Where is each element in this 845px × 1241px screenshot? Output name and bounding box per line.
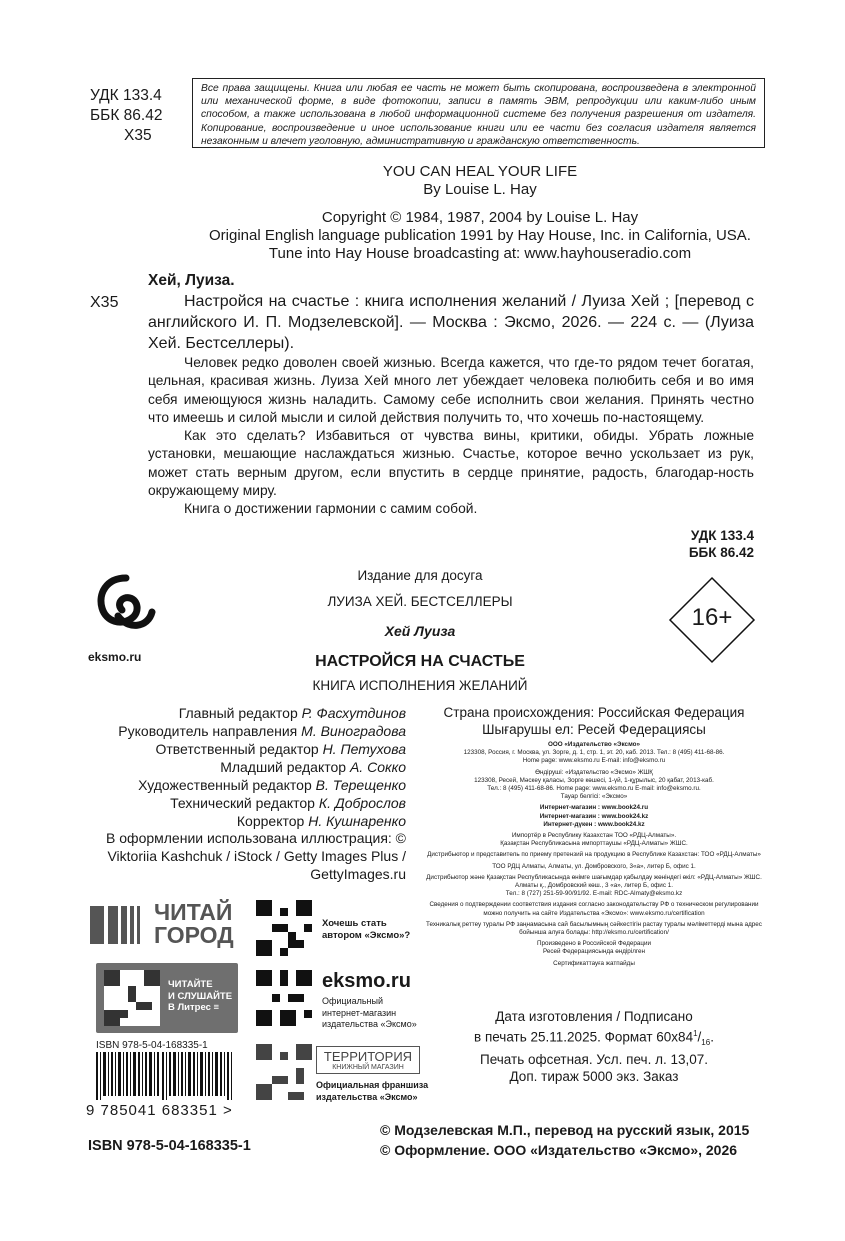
original-byline: By Louise L. Hay [423,181,537,198]
series-name: ЛУИЗА ХЕЙ. БЕСТСЕЛЛЕРЫ [327,594,513,609]
chitai-gorod-logo-icon [90,902,146,946]
udk-left-block [90,86,162,146]
rights-notice-text: Все права защищены. Книга или любая ее часть не может быть скопирована, воспроизведена в электронной или механической форме, в виде фотокопии, записи в память ЭВМ, репродукции или каким-либо иным способом, а также использована в любой информационной системе без получения разрешения от издателя. Копирование, воспроизведение и иное использование книги или ее части без согласия издателя является незаконным и влечет уголовную, административную и гражданскую ответственность. [201,83,756,147]
fine-print-line: Интернет-магазин : www.book24.kz [539,812,649,820]
book-title: НАСТРОЙСЯ НА СЧАСТЬЕ [315,653,525,670]
print-info-line: в печать 25.11.2025. Формат $60х84^1/_{16}$. [474,1029,714,1048]
fine-print-line: Ресей Федерациясында өндірілген [542,948,646,956]
fine-print-line: Home page: www.eksmo.ru E-mail: info@eksmo.ru [522,757,666,765]
fine-print-line: ООО «Издательство «Эксмо» [547,741,640,748]
fine-print-line: Техникалық реттеу туралы РФ заңнамасына сай басылымның сәйкестігін растау туралы мәліметтерді мына адрес бойынша алуға болады: http://eksmo.ru/certification/ [426,920,762,937]
fine-print-line: Дистрибьютор және Қазақстан Республикасында өнімге шағымдар қабылдау жөніндегі өкіл: «РДЦ-Алматы» ЖШС. [426,873,762,881]
original-title: YOU CAN HEAL YOUR LIFE [382,163,578,180]
fine-print-line: Тел.: 8 (495) 411-68-86. Home page: www.eksmo.ru E-mail: info@eksmo.ru. [487,785,701,793]
editor-role: Корректор [236,813,305,829]
editor-line [90,740,406,758]
fine-print-line: Интернет-магазин : www.book24.ru [539,804,649,812]
fine-print-line: 123308, Ресей, Мәскеу қаласы, Зорге көшесі, 1-үй, 1-құрылыс, 20 қабат, 2013-каб. [474,776,714,784]
editor-name: В. Терещенко [315,777,406,793]
print-info-line: Печать офсетная. Усл. печ. л. 13,07. [480,1052,708,1068]
editor-line [90,758,406,776]
publisher-info [426,704,762,971]
editor-name: Н. Петухова [322,741,406,757]
origin-country-kz: Шығарушы ел: Ресей Федерациясы [482,722,706,737]
illustration-credit: В оформлении использована иллюстрация: © Viktoriia Kashchuk / iStock / Getty Images Plus / GettyImages.ru [106,830,406,882]
annotation-paragraph: Человек редко доволен своей жизнью. Всегда кажется, что где-то рядом течет богатая, цельная, красивая жизнь. Луиза Хей много лет убеждает человека полюбить себя и во имя себя имеющуюся жизнь наладить. Самому себе исполнить свои желания. Принять честно что имеешь и силой мысли и силой действия получить то, что хочешь по-настоящему. [148,355,754,425]
qr-code-icon [256,1044,312,1100]
editor-role: Руководитель направления [118,723,298,739]
editor-name: Р. Фасхутдинов [301,705,406,721]
fine-print [426,741,762,968]
udk-right-block [620,527,754,561]
chitai-gorod-wordmark: ЧИТАЙ ГОРОД [154,899,234,948]
fine-print-line: Сведения о подтверждении соответствия издания согласно законодательству РФ о техническом регулировании можно получить на сайте Издательства «Эксмо»: www.eksmo.ru/certification [429,901,759,917]
origin-country: Страна происхождения: Российская Федерация [443,705,745,720]
book-subtitle: КНИГА ИСПОЛНЕНИЯ ЖЕЛАНИЙ [312,678,528,693]
author-mark: Х35 [124,127,152,144]
editor-role: Главный редактор [178,705,298,721]
litres-text: ЧИТАЙТЕ И СЛУШАЙТЕ В Литрес ≡ [168,979,233,1013]
editor-line [90,722,406,740]
copyright-line: © Оформление. ООО «Издательство «Эксмо», 2026 [380,1142,738,1158]
barcode-number: 9 785041 683351 > [86,1102,233,1119]
editor-line [90,704,406,722]
qr-code-icon [256,970,312,1026]
bibliography-entry [148,291,754,354]
fine-print-line: 123308, Россия, г. Москва, ул. Зорге, д. 1, стр. 1, эт. 20, каб. 2013. Тел.: 8 (495) 411-68-86. [463,749,725,757]
editor-role: Ответственный редактор [155,741,319,757]
print-info-line: Дата изготовления / Подписано [495,1009,693,1024]
editor-name: М. Виноградова [301,723,406,739]
age-rating: 16+ [691,604,733,631]
bbk-code: ББК 86.42 [90,107,163,124]
udk-code-right: УДК 133.4 [690,528,754,543]
editor-name: Н. Кушнаренко [308,813,406,829]
eksmo-site-promo: eksmo.ru [322,970,411,992]
copyright-block [380,1120,749,1160]
fine-print-line: Интернет-дүкен : www.book24.kz [543,820,645,828]
fine-print-line: Дистрибьютор и представитель по приему претензий на продукцию в Республике Казахстан: ТОО «РДЦ-Алматы» [427,851,761,859]
fine-print-line: Тауар белгісі: «Эксмо» [560,793,628,801]
editor-role: Технический редактор [170,795,315,811]
editor-role: Младший редактор [220,759,347,775]
print-info-line: Доп. тираж 5000 экз. Заказ [509,1069,679,1085]
barcode-icon [96,1052,236,1100]
territoriya-desc: Официальная франшиза издательства «Эксмо» [316,1080,429,1102]
litres-badge [96,963,238,1033]
eksmo-site-desc: Официальный интернет-магазин издательства «Эксмо» [322,996,417,1029]
original-tune-in: Tune into Hay House broadcasting at: www.hayhouseradio.com [268,245,692,262]
fine-print-line: ТОО РДЦ Алматы, Алматы, ул. Домбровского, 3«а», литер Б, офис 1. [492,862,696,870]
print-info [426,1008,762,1085]
fine-print-line: Алматы қ., Домбровский көш., 3 «а», литер Б, офис 1. [515,882,673,890]
rights-notice-box [192,78,765,148]
fine-print-line: Қазақстан Республикасына импорттаушы «РДЦ-Алматы» ЖШС. [500,840,688,848]
udk-code: УДК 133.4 [90,87,162,104]
editor-name: К. Доброслов [318,795,406,811]
annotation-paragraph: Как это сделать? Избавиться от чувства вины, критики, обиды. Убрать ложные установки, мешающие наслаждаться жизнью. Счастье, которое вечно ускользает из рук, может стать верным другом, если впустить в сердце принятие, радость, благодар-ность окружающему миру. [148,428,754,499]
eksmo-logo-icon [88,572,164,646]
bibliography-author: Хей, Луиза. [148,272,235,289]
editors-list [90,704,406,830]
territoriya-logo: ТЕРРИТОРИЯ КНИЖНЫЙ МАГАЗИН [316,1046,420,1074]
editor-line [90,776,406,794]
author-cta: Хочешь стать автором «Эксмо»? [322,918,411,941]
book-author: Хей Луиза [384,623,456,639]
isbn-big: ISBN 978-5-04-168335-1 [88,1138,251,1154]
fine-print-line: Произведено в Российской Федерации [536,940,652,948]
edition-type: Издание для досуга [357,568,483,583]
fine-print-line: Тел.: 8 (727) 251-59-90/91/92. E-mail: RDC-Almaty@eksmo.kz [505,890,683,898]
fine-print-line: Өндіруші: «Издательство «Эксмо» ЖШҚ [535,768,653,776]
fine-print-line: Сертификаттауға жатпайды [553,959,635,967]
qr-code-icon [104,970,160,1026]
bibliography-entry-text: Настройся на счастье : книга исполнения желаний / Луиза Хей ; [перевод с английского И. П. Модзелевской]. — Москва : Эксмо, 2026. — 224 с. — (Луиза Хей. Бестселлеры). [148,293,754,352]
copyright-line: © Модзелевская М.П., перевод на русский язык, 2015 [380,1122,750,1138]
fine-print-line: Импортёр в Республику Казахстан ТОО «РДЦ-Алматы». [511,832,677,840]
original-copyright: Copyright © 1984, 1987, 2004 by Louise L. Hay [321,209,639,226]
logo-site-label: eksmo.ru [88,650,142,664]
editor-name: А. Сокко [349,759,406,775]
bbk-code-right: ББК 86.42 [688,545,754,560]
editor-role: Художественный редактор [138,777,312,793]
annotation [148,354,754,519]
original-publication: Original English language publication 1991 by Hay House, Inc. in California, USA. [209,227,751,244]
editor-line [90,794,406,812]
isbn-small: ISBN 978-5-04-168335-1 [96,1040,208,1051]
bibliography-code: Х35 [90,294,119,311]
annotation-paragraph: Книга о достижении гармонии с самим собой. [184,501,478,517]
editor-line [90,812,406,830]
qr-code-icon [256,900,312,956]
